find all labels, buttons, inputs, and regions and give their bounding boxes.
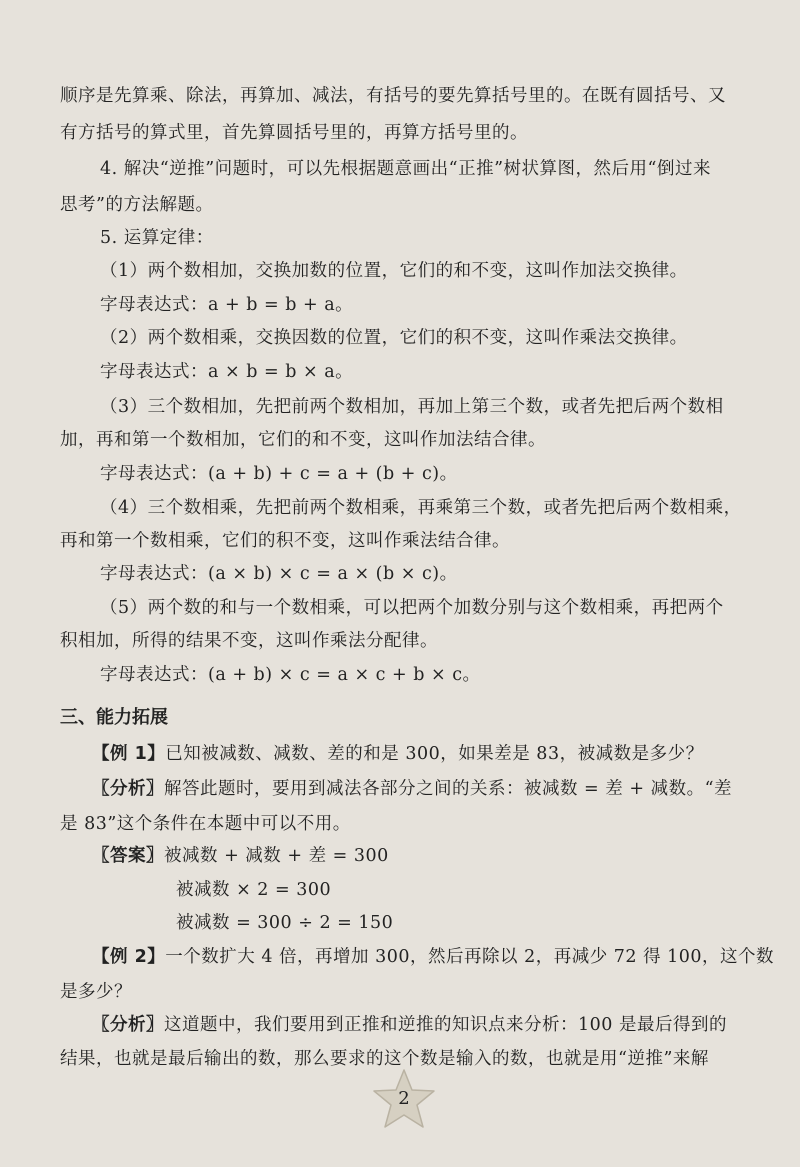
text-line: 思考”的方法解题。 (60, 195, 214, 215)
text-line: 加，再和第一个数相加，它们的和不变，这叫作加法结合律。 (60, 430, 546, 450)
analysis-text: 解答此题时，要用到减法各部分之间的关系：被减数 = 差 + 减数。“差 (164, 779, 733, 799)
analysis-line: 结果，也就是最后输出的数，那么要求的这个数是输入的数，也就是用“逆推”来解 (60, 1049, 709, 1069)
answer-text: 被减数 + 减数 + 差 = 300 (164, 846, 389, 866)
text-line: （2）两个数相乘，交换因数的位置，它们的积不变，这叫作乘法交换律。 (100, 328, 688, 348)
answer-line: 被减数 × 2 = 300 (176, 880, 332, 900)
formula-line: 字母表达式：a + b = b + a。 (100, 295, 354, 315)
text-line: （4）三个数相乘，先把前两个数相乘，再乘第三个数，或者先把后两个数相乘， (100, 498, 742, 518)
text-line: （5）两个数的和与一个数相乘，可以把两个加数分别与这个数相乘，再把两个 (100, 598, 724, 618)
analysis-line (92, 1007, 782, 1043)
answer-line (92, 838, 782, 874)
text-line: 4. 解决“逆推”问题时，可以先根据题意画出“正推”树状算图，然后用“倒过来 (100, 159, 711, 179)
text-line: （1）两个数相加，交换加数的位置，它们的和不变，这叫作加法交换律。 (100, 261, 688, 281)
example-tag: 【例 2】 (92, 947, 166, 967)
example-text: 一个数扩大 4 倍，再增加 300，然后再除以 2，再减少 72 得 100，这个数 (165, 947, 775, 967)
example-tag: 【例 1】 (92, 744, 166, 764)
example-1 (92, 736, 782, 772)
analysis-tag: 〖分析〗 (92, 779, 164, 799)
page-number-badge (372, 1068, 436, 1130)
page-number: 2 (398, 1088, 410, 1109)
text-line: 再和第一个数相乘，它们的积不变，这叫作乘法结合律。 (60, 531, 510, 551)
answer-tag: 〖答案〗 (92, 846, 164, 866)
example-2 (92, 939, 782, 975)
example-text: 已知被减数、减数、差的和是 300，如果差是 83，被减数是多少？ (165, 744, 704, 764)
analysis-line: 是 83”这个条件在本题中可以不用。 (60, 814, 351, 834)
text-line: 顺序是先算乘、除法，再算加、减法，有括号的要先算括号里的。在既有圆括号、又 (60, 86, 726, 106)
answer-line: 被减数 = 300 ÷ 2 = 150 (176, 913, 394, 933)
formula-line: 字母表达式：a × b = b × a。 (100, 362, 354, 382)
analysis-text: 这道题中，我们要用到正推和逆推的知识点来分析：100 是最后得到的 (164, 1015, 727, 1035)
formula-line: 字母表达式：(a + b) + c = a + (b + c)。 (100, 464, 458, 484)
formula-line: 字母表达式：(a × b) × c = a × (b × c)。 (100, 564, 458, 584)
analysis-line (92, 771, 782, 807)
analysis-tag: 〖分析〗 (92, 1015, 164, 1035)
text-line: （3）三个数相加，先把前两个数相加，再加上第三个数，或者先把后两个数相 (100, 397, 724, 417)
example-text-line: 是多少？ (60, 982, 132, 1002)
section-heading: 三、能力拓展 (60, 707, 168, 728)
text-line: 积相加，所得的结果不变，这叫作乘法分配律。 (60, 631, 438, 651)
text-line: 5. 运算定律： (100, 228, 214, 248)
text-line: 有方括号的算式里，首先算圆括号里的，再算方括号里的。 (60, 123, 528, 143)
formula-line: 字母表达式：(a + b) × c = a × c + b × c。 (100, 665, 481, 685)
